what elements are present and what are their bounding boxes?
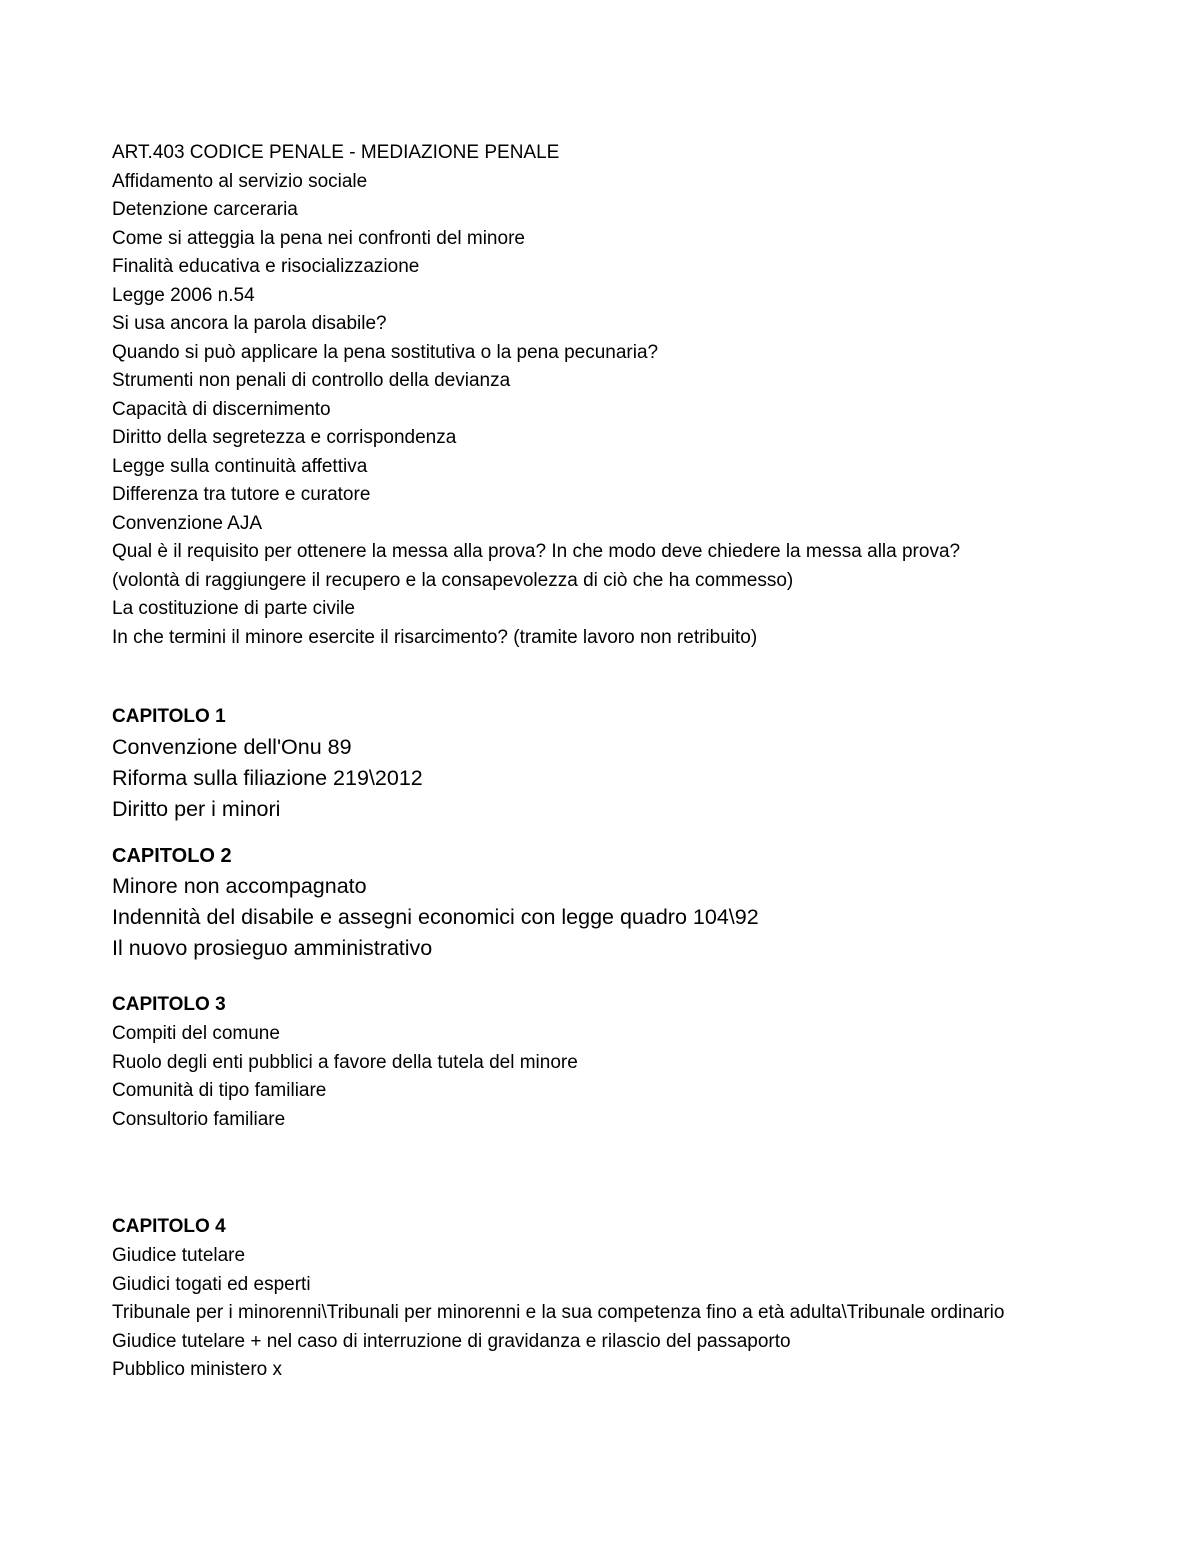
chapter-item: Compiti del comune [112,1023,280,1044]
intro-item: Detenzione carceraria [112,199,298,220]
intro-item: Qual è il requisito per ottenere la messa alla prova? In che modo deve chiedere la messa alla prova? [112,541,961,562]
intro-item: Si usa ancora la parola disabile? [112,313,387,334]
chapter-1 [112,702,1112,825]
intro-list [112,139,1112,652]
chapter-item: Comunità di tipo familiare [112,1080,327,1101]
chapter-item: Diritto per i minori [112,797,281,821]
intro-item: Convenzione AJA [112,512,262,534]
chapter-item: Pubblico ministero x [112,1359,283,1380]
chapter-item: Indennità del disabile e assegni economici con legge quadro 104\92 [112,905,759,929]
intro-item: Legge 2006 n.54 [112,284,255,306]
chapter-title: CAPITOLO 4 [112,1216,226,1237]
intro-item: Capacità di discernimento [112,398,331,420]
intro-item: Strumenti non penali di controllo della devianza [112,370,511,391]
chapter-2 [112,841,1112,964]
intro-item: In che termini il minore esercite il risarcimento? (tramite lavoro non retribuito) [112,626,758,648]
document-page [112,139,1112,1385]
chapter-item: Minore non accompagnato [112,874,367,898]
intro-item: Legge sulla continuità affettiva [112,455,368,477]
intro-item: Finalità educativa e risocializzazione [112,256,420,277]
chapter-item: Tribunale per i minorenni\Tribunali per minorenni e la sua competenza fino a età adulta\Tribunale ordinario [112,1302,1005,1323]
chapter-title: CAPITOLO 2 [112,845,232,867]
chapter-item: Consultorio familiare [112,1108,286,1130]
intro-heading: ART.403 CODICE PENALE - MEDIAZIONE PENALE [112,142,560,163]
intro-item: Come si atteggia la pena nei confronti del minore [112,227,525,249]
intro-item: Quando si può applicare la pena sostitutiva o la pena pecunaria? [112,341,659,363]
intro-item: Affidamento al servizio sociale [112,170,368,192]
chapter-4 [112,1212,1112,1385]
chapter-item: Giudice tutelare [112,1245,246,1266]
chapter-3 [112,990,1112,1134]
intro-item: (volontà di raggiungere il recupero e la consapevolezza di ciò che ha commesso) [112,569,794,591]
chapter-title: CAPITOLO 3 [112,994,226,1015]
intro-item: Diritto della segretezza e corrispondenza [112,427,457,448]
chapter-title: CAPITOLO 1 [112,706,226,727]
intro-item: La costituzione di parte civile [112,598,355,619]
chapter-item: Giudice tutelare + nel caso di interruzione di gravidanza e rilascio del passaporto [112,1330,791,1352]
chapter-item: Giudici togati ed esperti [112,1273,311,1295]
chapter-item: Ruolo degli enti pubblici a favore della tutela del minore [112,1051,578,1073]
chapter-item: Convenzione dell'Onu 89 [112,735,352,759]
chapter-item: Il nuovo prosieguo amministrativo [112,936,433,960]
chapter-item: Riforma sulla filiazione 219\2012 [112,766,423,790]
intro-item: Differenza tra tutore e curatore [112,484,371,505]
